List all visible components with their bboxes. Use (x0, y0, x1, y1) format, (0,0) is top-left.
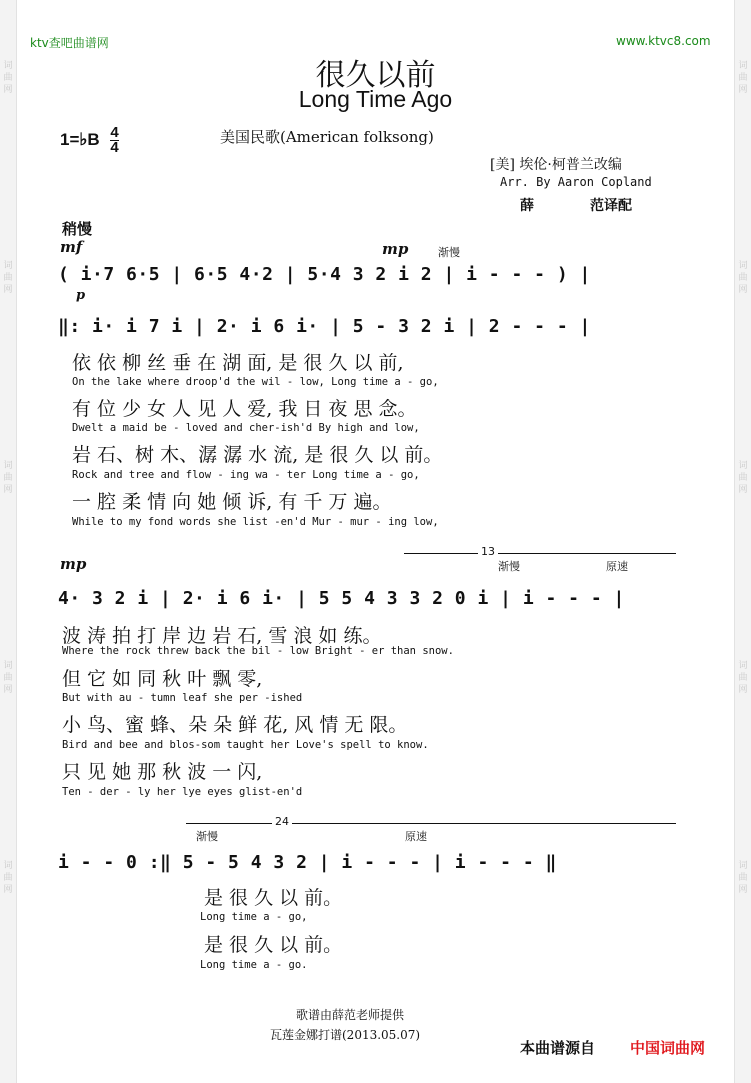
side-watermark: 词曲网 (738, 661, 748, 695)
side-watermark: 词曲网 (738, 461, 748, 495)
key-label: 1=♭B (60, 129, 100, 149)
system1-verse2-cn: 有 位 少 女 人 见 人 爱, 我 日 夜 思 念。 (72, 398, 417, 420)
side-watermark: 词曲网 (3, 61, 13, 95)
dynamic-p: p (76, 288, 86, 303)
measure-number-13: 13 (478, 545, 498, 558)
system1-verse1-en: On the lake where droop'd the wil - low, Long time a - go, (72, 376, 439, 388)
side-watermark: 词曲网 (738, 261, 748, 295)
left-margin-strip (0, 0, 17, 1083)
measure-bracket-13 (404, 553, 676, 554)
system3-verse2-en: Long time a - go. (200, 959, 308, 971)
dynamic-mf: mf (60, 238, 83, 256)
system3-rit: 渐慢 (196, 830, 218, 843)
arranger-cn: [美] 埃伦·柯普兰改编 (490, 157, 622, 173)
tempo-mark: 稍慢 (62, 220, 93, 238)
system3-verse1-en: Long time a - go, (200, 911, 308, 923)
measure-number-24: 24 (272, 815, 292, 828)
arranger-en: Arr. By Aaron Copland (500, 175, 652, 189)
dynamic-mp: mp (382, 240, 409, 258)
system1-verse4-en: While to my fond words she list -en'd Mur - mur - ing low, (72, 516, 439, 528)
system3-verse2-cn: 是 很 久 以 前。 (204, 934, 343, 956)
time-top: 4 (110, 124, 119, 141)
system1-verse3-cn: 岩 石、树 木、潺 潺 水 流, 是 很 久 以 前。 (72, 444, 443, 466)
right-margin-strip (734, 0, 751, 1083)
side-watermark: 词曲网 (738, 861, 748, 895)
system1-notes: ‖: i· i 7 i | 2· i 6 i· | 5 - 3 2 i | 2 - - - | (58, 316, 591, 337)
time-signature (110, 126, 118, 155)
system1-verse1-cn: 依 依 柳 丝 垂 在 湖 面, 是 很 久 以 前, (72, 352, 404, 374)
system2-verse1-cn: 波 涛 拍 打 岸 边 岩 石, 雪 浪 如 练。 (62, 625, 382, 647)
system2-verse1-en: Where the rock threw back the bil - low Bright - er than snow. (62, 645, 454, 657)
translator-a: 薛 (520, 198, 534, 214)
system2-verse2-cn: 但 它 如 同 秋 叶 飘 零, (62, 668, 263, 690)
system1-verse3-en: Rock and tree and flow - ing wa - ter Long time a - go, (72, 469, 420, 481)
system1-verse4-cn: 一 腔 柔 情 向 她 倾 诉, 有 千 万 遍。 (72, 491, 392, 513)
source-label: 本曲谱源自 (520, 1039, 596, 1057)
source-site-link[interactable]: 中国词曲网 (630, 1039, 706, 1057)
side-watermark: 词曲网 (3, 861, 13, 895)
system3-verse1-cn: 是 很 久 以 前。 (204, 887, 343, 909)
direction-rit: 渐慢 (438, 246, 460, 259)
song-title-cn: 很久以前 (315, 58, 436, 93)
footer-typeset-by: 瓦莲金娜打谱(2013.05.07) (270, 1028, 421, 1042)
intro-notes: ( i·7 6·5 | 6·5 4·2 | 5·4 3 2 i 2 | i - - - ) | (58, 264, 591, 285)
time-bottom: 4 (110, 139, 119, 156)
right-site-link[interactable]: www.ktvc8.com (616, 34, 711, 48)
system1-verse2-en: Dwelt a maid be - loved and cher-ish'd By high and low, (72, 422, 420, 434)
song-title-en: Long Time Ago (298, 86, 453, 112)
translator-b: 范译配 (590, 198, 632, 214)
song-origin: 美国民歌(American folksong) (220, 128, 434, 146)
measure-bracket-24 (186, 823, 676, 824)
system3-a-tempo: 原速 (405, 830, 427, 843)
side-watermark: 词曲网 (3, 461, 13, 495)
system2-verse3-en: Bird and bee and blos-som taught her Love's spell to know. (62, 739, 429, 751)
left-site-link[interactable]: ktv查吧曲谱网 (30, 36, 109, 50)
side-watermark: 词曲网 (3, 661, 13, 695)
footer-provided-by: 歌谱由薛范老师提供 (296, 1008, 405, 1022)
system3-notes: i - - 0 :‖ 5 - 5 4 3 2 | i - - - | i - - - ‖ (58, 852, 557, 873)
system2-a-tempo: 原速 (606, 560, 628, 573)
key-signature (60, 126, 119, 155)
system2-rit: 渐慢 (498, 560, 520, 573)
system2-verse4-cn: 只 见 她 那 秋 波 一 闪, (62, 761, 263, 783)
system2-dynamic-mp: mp (60, 555, 87, 573)
translator (520, 195, 632, 215)
side-watermark: 词曲网 (738, 61, 748, 95)
system2-notes: 4· 3 2 i | 2· i 6 i· | 5 5 4 3 3 2 0 i | i - - - | (58, 588, 625, 609)
system2-verse2-en: But with au - tumn leaf she per -ished (62, 692, 303, 704)
system2-verse4-en: Ten - der - ly her lye eyes glist-en'd (62, 786, 303, 798)
side-watermark: 词曲网 (3, 261, 13, 295)
system2-verse3-cn: 小 鸟、蜜 蜂、朵 朵 鲜 花, 风 情 无 限。 (62, 714, 408, 736)
